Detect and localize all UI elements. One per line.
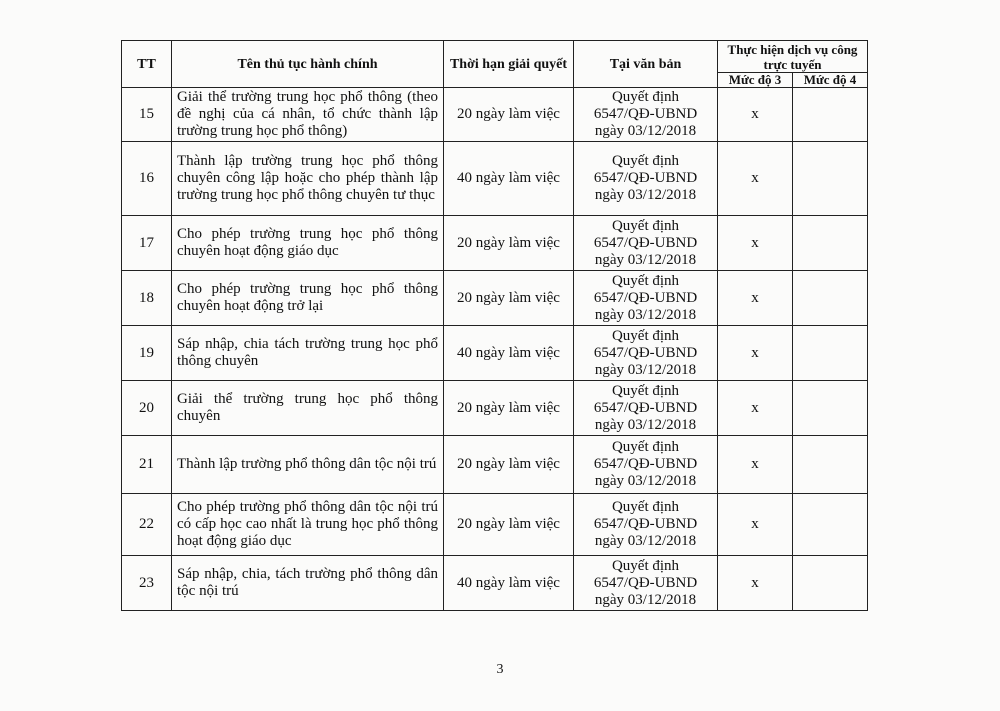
header-online-service: Thực hiện dịch vụ công trực tuyến [718,41,868,73]
processing-time: 40 ngày làm việc [444,142,574,216]
level-4-mark [793,436,868,494]
row-number: 17 [122,216,172,271]
processing-time: 20 ngày làm việc [444,216,574,271]
procedure-name: Cho phép trường trung học phổ thông chuyên hoạt động giáo dục [172,216,444,271]
processing-time: 20 ngày làm việc [444,494,574,556]
procedure-name: Thành lập trường trung học phổ thông chuyên công lập hoặc cho phép thành lập trường trung học phổ thông chuyên tư thục [172,142,444,216]
table-row [122,216,868,271]
level-4-mark [793,494,868,556]
legal-document: Quyết định 6547/QĐ-UBND ngày 03/12/2018 [574,436,718,494]
level-3-mark: x [718,271,793,326]
processing-time: 20 ngày làm việc [444,381,574,436]
processing-time: 20 ngày làm việc [444,88,574,142]
legal-document: Quyết định 6547/QĐ-UBND ngày 03/12/2018 [574,271,718,326]
row-number: 16 [122,142,172,216]
level-4-mark [793,381,868,436]
legal-document: Quyết định 6547/QĐ-UBND ngày 03/12/2018 [574,326,718,381]
header-time: Thời hạn giải quyết [444,41,574,88]
level-3-mark: x [718,494,793,556]
table-row [122,494,868,556]
legal-document: Quyết định 6547/QĐ-UBND ngày 03/12/2018 [574,556,718,611]
table-row [122,436,868,494]
row-number: 20 [122,381,172,436]
level-3-mark: x [718,556,793,611]
legal-document: Quyết định 6547/QĐ-UBND ngày 03/12/2018 [574,216,718,271]
header-document: Tại văn bản [574,41,718,88]
level-3-mark: x [718,216,793,271]
header-name: Tên thủ tục hành chính [172,41,444,88]
table-row [122,88,868,142]
procedure-name: Giải thể trường trung học phổ thông chuyên [172,381,444,436]
level-4-mark [793,326,868,381]
level-3-mark: x [718,381,793,436]
header-tt: TT [122,41,172,88]
level-4-mark [793,271,868,326]
level-4-mark [793,88,868,142]
procedure-name: Giải thể trường trung học phổ thông (theo đề nghị của cá nhân, tổ chức thành lập trường trung học phổ thông) [172,88,444,142]
level-4-mark [793,216,868,271]
legal-document: Quyết định 6547/QĐ-UBND ngày 03/12/2018 [574,494,718,556]
row-number: 19 [122,326,172,381]
processing-time: 40 ngày làm việc [444,556,574,611]
row-number: 21 [122,436,172,494]
legal-document: Quyết định 6547/QĐ-UBND ngày 03/12/2018 [574,142,718,216]
processing-time: 20 ngày làm việc [444,436,574,494]
procedure-name: Sáp nhập, chia tách trường trung học phổ thông chuyên [172,326,444,381]
processing-time: 20 ngày làm việc [444,271,574,326]
row-number: 15 [122,88,172,142]
procedures-table [121,40,868,611]
level-4-mark [793,142,868,216]
procedure-name: Cho phép trường phổ thông dân tộc nội trú có cấp học cao nhất là trung học phổ thông hoạt động giáo dục [172,494,444,556]
processing-time: 40 ngày làm việc [444,326,574,381]
level-3-mark: x [718,326,793,381]
table-row [122,556,868,611]
row-number: 22 [122,494,172,556]
header-level-3: Mức độ 3 [718,73,793,88]
legal-document: Quyết định 6547/QĐ-UBND ngày 03/12/2018 [574,88,718,142]
table-row [122,326,868,381]
row-number: 23 [122,556,172,611]
procedure-name: Thành lập trường phổ thông dân tộc nội trú [172,436,444,494]
table-row [122,142,868,216]
page-number: 3 [496,662,504,677]
header-level-4: Mức độ 4 [793,73,868,88]
row-number: 18 [122,271,172,326]
table-row [122,381,868,436]
procedures-table-container [121,40,867,611]
procedure-name: Sáp nhập, chia, tách trường phổ thông dân tộc nội trú [172,556,444,611]
level-3-mark: x [718,142,793,216]
procedure-name: Cho phép trường trung học phổ thông chuyên hoạt động trở lại [172,271,444,326]
table-row [122,271,868,326]
level-4-mark [793,556,868,611]
level-3-mark: x [718,88,793,142]
legal-document: Quyết định 6547/QĐ-UBND ngày 03/12/2018 [574,381,718,436]
level-3-mark: x [718,436,793,494]
